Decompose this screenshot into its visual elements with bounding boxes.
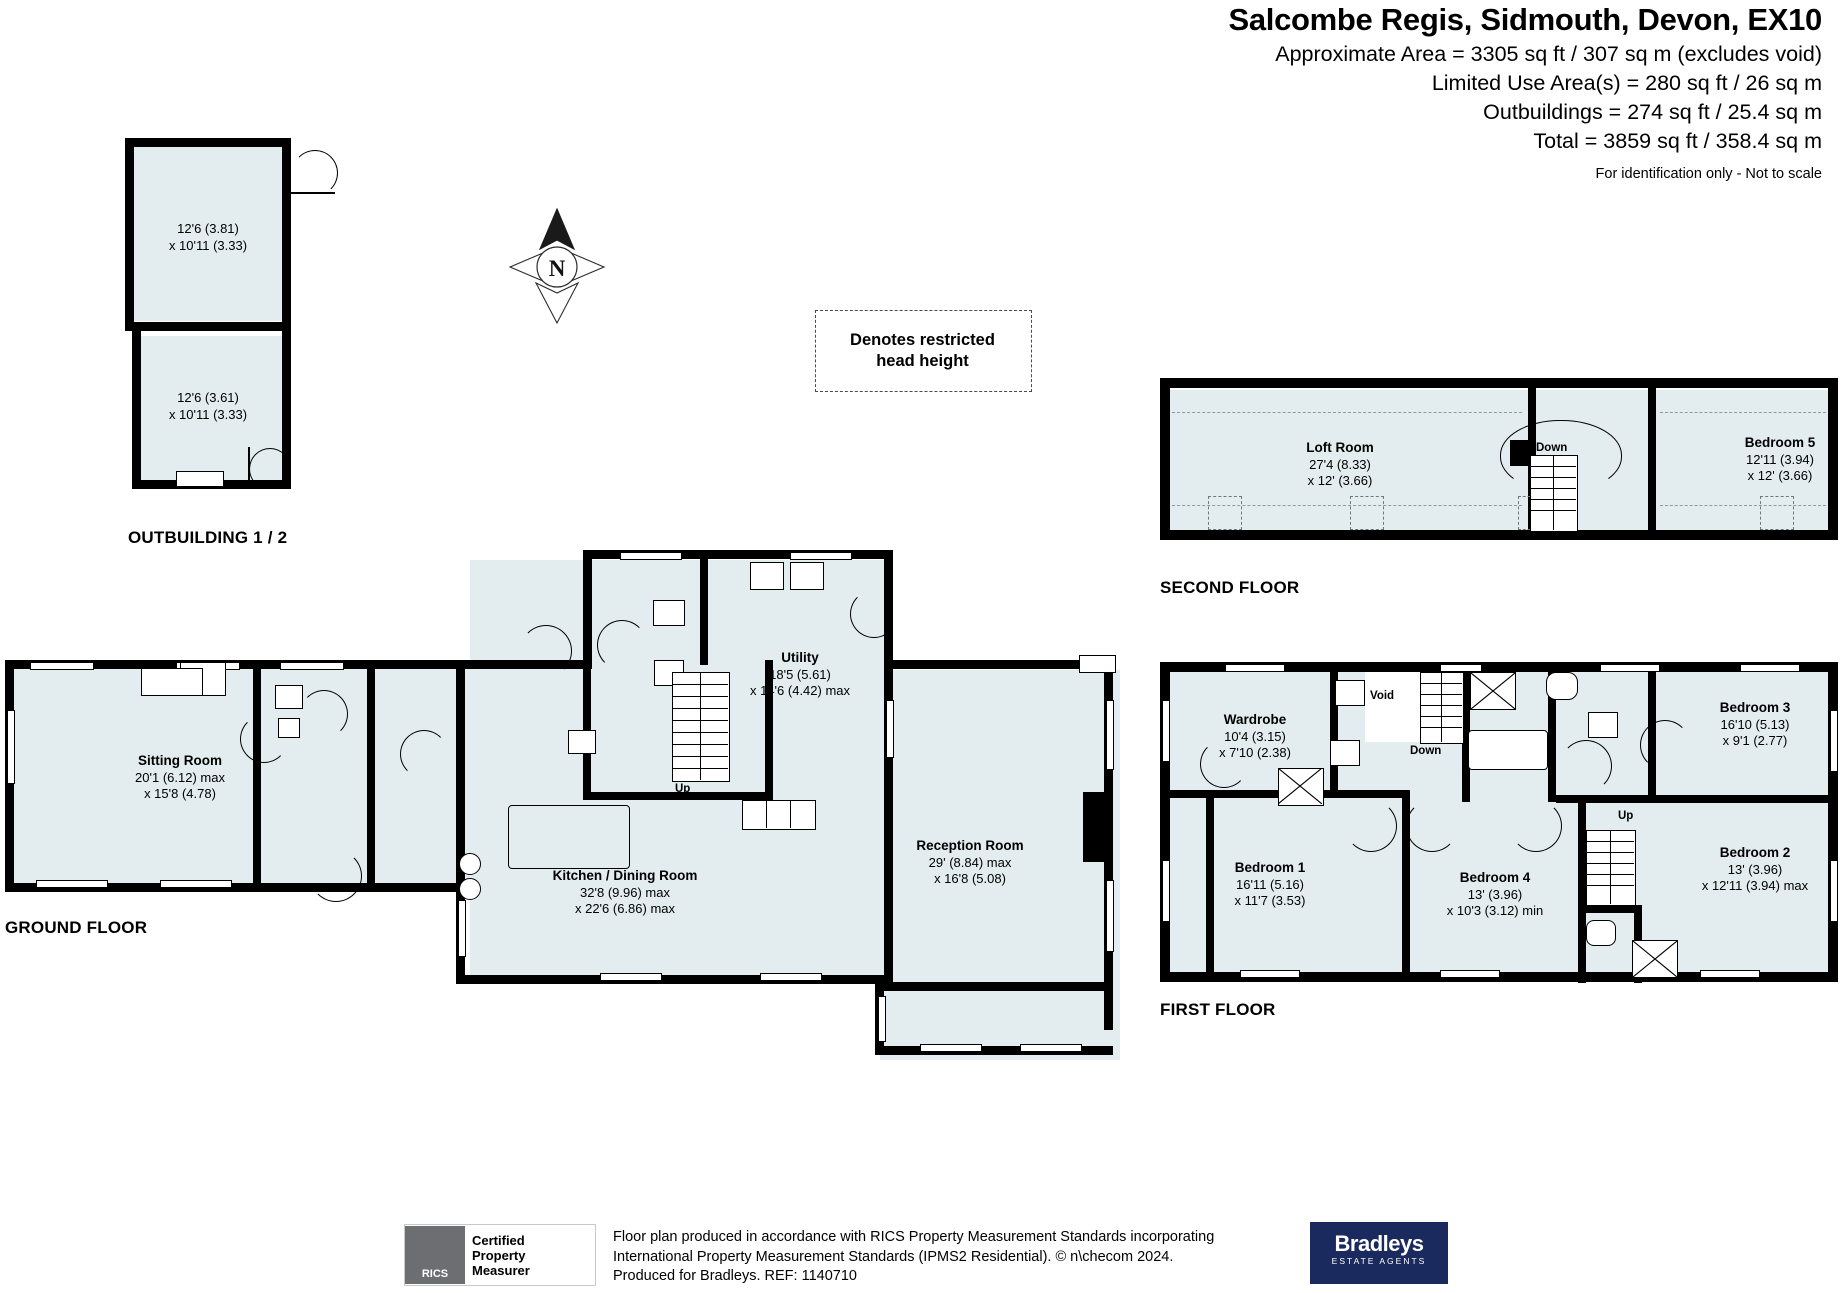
reception-window-bay-2 xyxy=(1020,1044,1082,1052)
outbuilding-door-leaf-1 xyxy=(291,192,335,194)
first-stair-down-label: Down xyxy=(1410,745,1442,757)
footer-line-1: Floor plan produced in accordance with RICS Property Measurement Standards incorporating xyxy=(613,1229,1215,1245)
second-wall-partition-2 xyxy=(1648,388,1656,530)
first-floor-void xyxy=(1365,672,1420,742)
second-dashed-square-1 xyxy=(1208,496,1242,530)
reception-fireplace xyxy=(1083,792,1105,862)
kitchen-window-bottom-1 xyxy=(600,973,662,981)
rics-logo: RICS xyxy=(405,1226,465,1284)
first-window-top-1 xyxy=(1225,664,1285,672)
outbuilding-door-arc-1 xyxy=(292,150,338,196)
bedroom-5-label: Bedroom 5 12'11 (3.94) x 12' (3.66) xyxy=(1744,435,1816,483)
utility-sink-1 xyxy=(750,562,784,590)
rics-certification-label xyxy=(465,1233,530,1278)
bradleys-name: Bradleys xyxy=(1334,1231,1424,1256)
utility-label: Utility 18'5 (5.61) x 14'6 (4.42) max xyxy=(749,650,851,698)
sitting-room-fixture xyxy=(141,668,203,696)
utility-sink-2 xyxy=(790,562,824,590)
first-void-label: Void xyxy=(1370,690,1395,702)
bathroom-bathtub xyxy=(1468,730,1548,770)
second-dashed-square-4 xyxy=(1760,496,1794,530)
outbuilding-floor-name: OUTBUILDING 1 / 2 xyxy=(128,528,288,547)
reception-wall-top xyxy=(884,660,1112,669)
first-door-arc-4 xyxy=(1510,800,1562,852)
first-window-bottom-2 xyxy=(1440,970,1500,978)
ground-window-6 xyxy=(160,880,232,888)
bedroom-3-label: Bedroom 3 16'10 (5.13) x 9'1 (2.77) xyxy=(1719,700,1791,748)
stair-centre-line xyxy=(1441,672,1442,742)
ground-door-arc-5 xyxy=(520,625,572,677)
loft-room-label: Loft Room 27'4 (8.33) x 12' (3.66) xyxy=(1306,440,1374,488)
bedroom-4-label: Bedroom 4 13' (3.96) x 10'3 (3.12) min xyxy=(1446,870,1544,918)
outbuilding-window xyxy=(176,471,224,487)
ensuite-shower-3 xyxy=(1632,940,1678,978)
first-floor-name: FIRST FLOOR xyxy=(1160,1000,1276,1019)
page-title: Salcombe Regis, Sidmouth, Devon, EX10 xyxy=(1228,2,1822,37)
reception-window-right-2 xyxy=(1106,880,1114,952)
first-stair-up-label: Up xyxy=(1618,810,1634,822)
legend-line-2: head height xyxy=(876,352,969,370)
ground-door-arc-7 xyxy=(850,590,898,638)
second-restricted-line-4 xyxy=(1660,505,1826,506)
bedroom-1-label: Bedroom 1 16'11 (5.16) x 11'7 (3.53) xyxy=(1234,860,1306,908)
kitchen-window-bottom-2 xyxy=(760,973,822,981)
second-stair-direction: Down xyxy=(1536,442,1568,454)
ground-door-arc-6 xyxy=(597,620,647,670)
kitchen-steps xyxy=(742,800,816,830)
utility-wall-inner xyxy=(700,555,708,665)
footer-disclaimer xyxy=(613,1228,1214,1287)
kitchen-step-line xyxy=(790,800,791,828)
outbuilding-wall-top xyxy=(125,138,291,147)
kitchen-hob-2 xyxy=(459,878,481,900)
outbuilding-room-1-label: 12'6 (3.81) x 10'11 (3.33) xyxy=(168,221,248,253)
kitchen-hob-1 xyxy=(459,853,481,875)
first-door-arc-2 xyxy=(1345,800,1397,852)
area-line-3: Outbuildings = 274 sq ft / 25.4 sq m xyxy=(1483,100,1822,124)
kitchen-step-line xyxy=(766,800,767,828)
wardrobe-label: Wardrobe 10'4 (3.15) x 7'10 (2.38) xyxy=(1219,712,1291,760)
kitchen-wall-bottom xyxy=(456,975,893,984)
outbuilding-door-leaf-2 xyxy=(248,447,250,488)
kitchen-island xyxy=(508,805,630,869)
reception-window-bay-left xyxy=(878,996,886,1042)
compass-rose xyxy=(500,205,615,335)
first-door-arc-3 xyxy=(1406,800,1458,852)
kitchen-dining-label: Kitchen / Dining Room 32'8 (9.96) max x 22'6 (6.86) max xyxy=(552,868,698,916)
rics-line-2: Property xyxy=(472,1247,526,1263)
first-wall-partition-l xyxy=(1586,905,1640,913)
first-wall-partition-h xyxy=(1556,795,1656,803)
bathroom-toilet-1 xyxy=(1546,672,1578,700)
ground-door-arc-4 xyxy=(400,730,448,778)
kitchen-window-top-2 xyxy=(790,552,852,560)
second-restricted-line-1 xyxy=(1172,412,1522,413)
first-window-bottom-3 xyxy=(1700,970,1760,978)
header-block xyxy=(722,0,1822,186)
second-dashed-square-2 xyxy=(1350,496,1384,530)
ground-window-5 xyxy=(36,880,108,888)
area-line-1: Approximate Area = 3305 sq ft / 307 sq m (excludes void) xyxy=(1275,42,1822,66)
kitchen-wall-upper-left xyxy=(583,550,592,665)
cloakroom-basin xyxy=(568,730,596,754)
ground-hall-fill xyxy=(340,668,470,883)
first-window-top-3 xyxy=(1600,664,1660,672)
footer-line-3: Produced for Bradleys. REF: 1140710 xyxy=(613,1268,857,1284)
stair-centre-line xyxy=(1610,830,1611,904)
ground-door-arc-2 xyxy=(300,690,348,738)
first-window-left-1 xyxy=(1162,700,1170,762)
ensuite-shower-cross xyxy=(1278,768,1322,804)
bedroom-2-label: Bedroom 2 13' (3.96) x 12'11 (3.94) max xyxy=(1701,845,1809,893)
second-wall-bottom xyxy=(1160,530,1838,540)
first-door-arc-5 xyxy=(1560,740,1612,792)
reception-window-top xyxy=(1079,655,1116,673)
second-floor-name: SECOND FLOOR xyxy=(1160,578,1300,597)
outbuilding-door-arc-2 xyxy=(249,448,291,490)
kitchen-window-right xyxy=(886,700,894,758)
restricted-head-height-label xyxy=(810,330,1035,372)
ground-window-1 xyxy=(30,662,94,670)
second-wall-left xyxy=(1160,378,1170,540)
first-window-top-4 xyxy=(1740,664,1800,672)
outbuilding-wall-middle xyxy=(125,322,291,331)
svg-text:N: N xyxy=(548,256,566,281)
wc-basin xyxy=(275,685,303,709)
ground-window-3 xyxy=(280,662,344,670)
reception-room-label: Reception Room 29' (8.84) max x 16'8 (5.08) xyxy=(916,838,1024,886)
outbuilding-room-2-label: 12'6 (3.61) x 10'11 (3.33) xyxy=(168,390,248,422)
bathroom-basin-1 xyxy=(1335,680,1365,706)
reception-wall-bottom xyxy=(875,982,1113,991)
disclaimer-text: For identification only - Not to scale xyxy=(1595,166,1822,182)
area-line-2: Limited Use Area(s) = 280 sq ft / 26 sq m xyxy=(1431,71,1822,95)
legend-line-1: Denotes restricted xyxy=(850,331,995,349)
first-window-bottom-1 xyxy=(1240,970,1300,978)
second-landing-arc xyxy=(1500,420,1622,492)
rics-line-1: Certified xyxy=(472,1232,525,1248)
area-line-4: Total = 3859 sq ft / 358.4 sq m xyxy=(1533,129,1822,153)
bradleys-tagline: ESTATE AGENTS xyxy=(1331,1256,1427,1266)
ground-window-4 xyxy=(7,710,15,784)
ground-stair-direction: Up xyxy=(675,783,691,795)
sitting-room-label: Sitting Room 20'1 (6.12) max x 15'8 (4.78) xyxy=(135,753,225,801)
rics-line-3: Measurer xyxy=(472,1262,530,1278)
first-wall-partition-k xyxy=(1648,795,1838,803)
footer-line-2: International Property Measurement Standards (IPMS2 Residential). © n\checom 2024. xyxy=(613,1248,1174,1265)
second-restricted-line-3 xyxy=(1660,412,1826,413)
second-wall-top xyxy=(1160,378,1838,388)
bathroom-basin-3 xyxy=(1588,712,1618,738)
kitchen-window-top-1 xyxy=(620,552,682,560)
rics-badge xyxy=(404,1224,596,1286)
first-window-left-2 xyxy=(1162,860,1170,922)
reception-window-bay-1 xyxy=(920,1044,982,1052)
reception-window-right-1 xyxy=(1106,700,1114,770)
bathroom-toilet-2 xyxy=(1586,920,1616,946)
bathroom-shower-2 xyxy=(1470,672,1516,710)
ground-floor-name: GROUND FLOOR xyxy=(5,918,148,937)
ground-wall-partition-2 xyxy=(367,660,375,892)
kitchen-window-left xyxy=(458,900,466,957)
utility-basin xyxy=(653,600,685,626)
ground-door-arc-3 xyxy=(310,850,362,902)
first-window-top-2 xyxy=(1440,664,1482,672)
bradleys-logo xyxy=(1310,1222,1448,1284)
